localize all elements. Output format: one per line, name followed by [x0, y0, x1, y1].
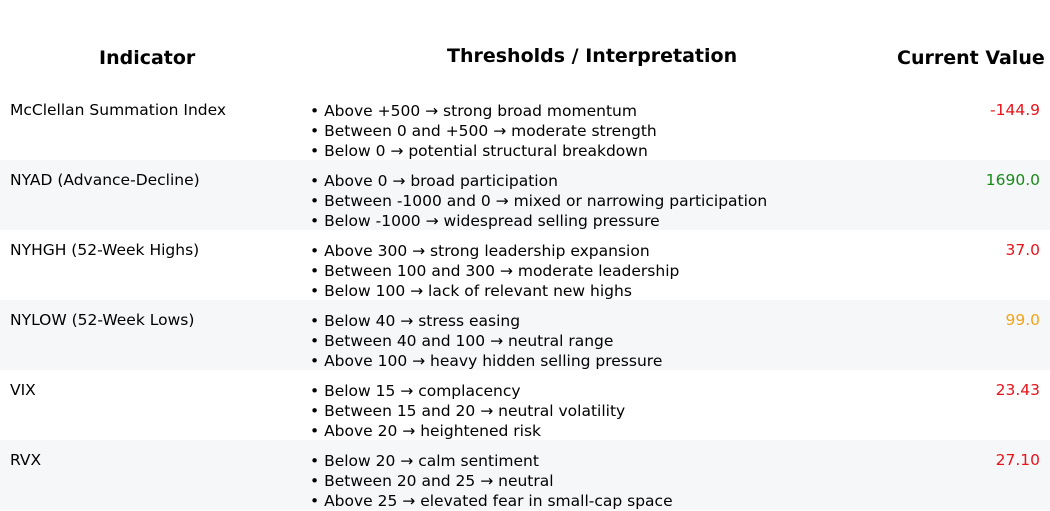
- table-row: [0, 300, 1050, 370]
- current-value: 23.43: [995, 381, 1040, 399]
- threshold-item: • Below 15 → complacency: [310, 382, 521, 400]
- thresholds-column-header: Thresholds / Interpretation: [447, 45, 738, 67]
- current-value-column-header: Current Value: [897, 47, 1045, 69]
- threshold-list: [310, 451, 673, 511]
- threshold-item: • Between 20 and 25 → neutral: [310, 472, 554, 490]
- threshold-item: • Between 15 and 20 → neutral volatility: [310, 402, 626, 420]
- indicator-name: NYLOW (52-Week Lows): [10, 311, 195, 329]
- current-value: 99.0: [1005, 311, 1040, 329]
- threshold-list: [310, 241, 679, 301]
- threshold-item: • Below 20 → calm sentiment: [310, 452, 539, 470]
- indicator-name: NYHGH (52-Week Highs): [10, 241, 200, 259]
- current-value: 37.0: [1005, 241, 1040, 259]
- current-value: -144.9: [990, 101, 1040, 119]
- threshold-item: • Between -1000 and 0 → mixed or narrowing participation: [310, 192, 768, 210]
- threshold-item: • Above 20 → heightened risk: [310, 422, 541, 440]
- threshold-item: • Below 100 → lack of relevant new highs: [310, 282, 632, 300]
- threshold-list: [310, 101, 657, 161]
- indicator-name: NYAD (Advance-Decline): [10, 171, 200, 189]
- indicator-name: McClellan Summation Index: [10, 101, 227, 119]
- threshold-list: [310, 171, 767, 231]
- threshold-item: • Below 40 → stress easing: [310, 312, 521, 330]
- indicator-name: RVX: [10, 451, 42, 469]
- threshold-item: • Above 300 → strong leadership expansion: [310, 242, 650, 260]
- threshold-item: • Between 40 and 100 → neutral range: [310, 332, 614, 350]
- threshold-item: • Above 25 → elevated fear in small-cap space: [310, 492, 673, 510]
- threshold-list: [310, 311, 662, 371]
- threshold-item: • Above 0 → broad participation: [310, 172, 558, 190]
- threshold-item: • Above 100 → heavy hidden selling pressure: [310, 352, 663, 370]
- threshold-item: • Above +500 → strong broad momentum: [310, 102, 637, 120]
- indicator-name: VIX: [10, 381, 36, 399]
- current-value: 1690.0: [985, 171, 1040, 189]
- threshold-item: • Below 0 → potential structural breakdown: [310, 142, 648, 160]
- indicator-column-header: Indicator: [99, 47, 196, 69]
- current-value: 27.10: [995, 451, 1040, 469]
- threshold-item: • Below -1000 → widespread selling pressure: [310, 212, 660, 230]
- threshold-item: • Between 100 and 300 → moderate leadership: [310, 262, 680, 280]
- threshold-list: [310, 381, 625, 441]
- table-row: [0, 440, 1050, 510]
- table-row: [0, 160, 1050, 230]
- threshold-item: • Between 0 and +500 → moderate strength: [310, 122, 657, 140]
